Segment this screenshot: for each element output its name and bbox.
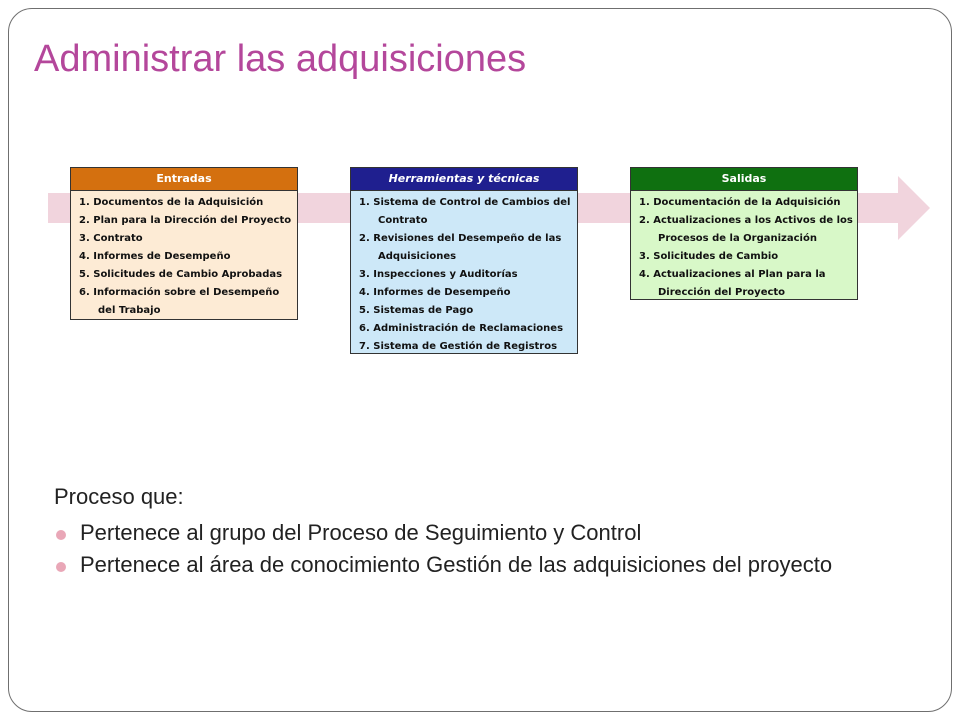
bullet-item — [56, 552, 916, 578]
inputs-header: Entradas — [71, 168, 297, 191]
outputs-item: 1. Documentación de la Adquisición — [639, 197, 841, 208]
tools-item: 3. Inspecciones y Auditorías — [359, 269, 518, 280]
outputs-box — [630, 167, 858, 300]
outputs-list — [631, 191, 857, 302]
tools-item: 4. Informes de Desempeño — [359, 287, 511, 298]
process-intro: Proceso que: — [54, 484, 184, 509]
inputs-box — [70, 167, 298, 320]
outputs-header: Salidas — [631, 168, 857, 191]
bullet-text: Pertenece al área de conocimiento Gestión de las adquisiciones del proyecto — [80, 552, 833, 577]
outputs-item-continuation: Dirección del Proyecto — [658, 287, 786, 298]
outputs-item: 2. Actualizaciones a los Activos de los — [639, 215, 853, 226]
tools-item: 2. Revisiones del Desempeño de las — [359, 233, 562, 244]
outputs-item: 4. Actualizaciones al Plan para la — [639, 269, 826, 280]
inputs-item: 5. Solicitudes de Cambio Aprobadas — [79, 269, 283, 280]
bullet-item — [56, 520, 916, 546]
tools-item-continuation: Contrato — [378, 215, 428, 226]
outputs-item-continuation: Procesos de la Organización — [658, 233, 817, 244]
inputs-item: 3. Contrato — [79, 233, 143, 244]
tools-item: 1. Sistema de Control de Cambios del — [359, 197, 571, 208]
slide-frame — [8, 8, 952, 712]
bullet-dot-icon — [56, 530, 66, 540]
bullet-text: Pertenece al grupo del Proceso de Seguimiento y Control — [80, 520, 642, 545]
inputs-item: 1. Documentos de la Adquisición — [79, 197, 264, 208]
tools-item: 7. Sistema de Gestión de Registros — [359, 341, 558, 352]
outputs-item: 3. Solicitudes de Cambio — [639, 251, 779, 262]
tools-item: 5. Sistemas de Pago — [359, 305, 474, 316]
tools-box — [350, 167, 578, 354]
slide-title: Administrar las adquisiciones — [34, 38, 527, 80]
bullet-dot-icon — [56, 562, 66, 572]
tools-item: 6. Administración de Reclamaciones — [359, 323, 564, 334]
inputs-list — [71, 191, 297, 320]
tools-list — [351, 191, 577, 356]
inputs-item: 4. Informes de Desempeño — [79, 251, 231, 262]
inputs-item: 6. Información sobre el Desempeño — [79, 287, 280, 298]
inputs-item-continuation: del Trabajo — [98, 305, 161, 316]
process-bullets — [56, 520, 916, 584]
inputs-item: 2. Plan para la Dirección del Proyecto — [79, 215, 292, 226]
tools-header: Herramientas y técnicas — [351, 168, 577, 191]
tools-item-continuation: Adquisiciones — [378, 251, 457, 262]
